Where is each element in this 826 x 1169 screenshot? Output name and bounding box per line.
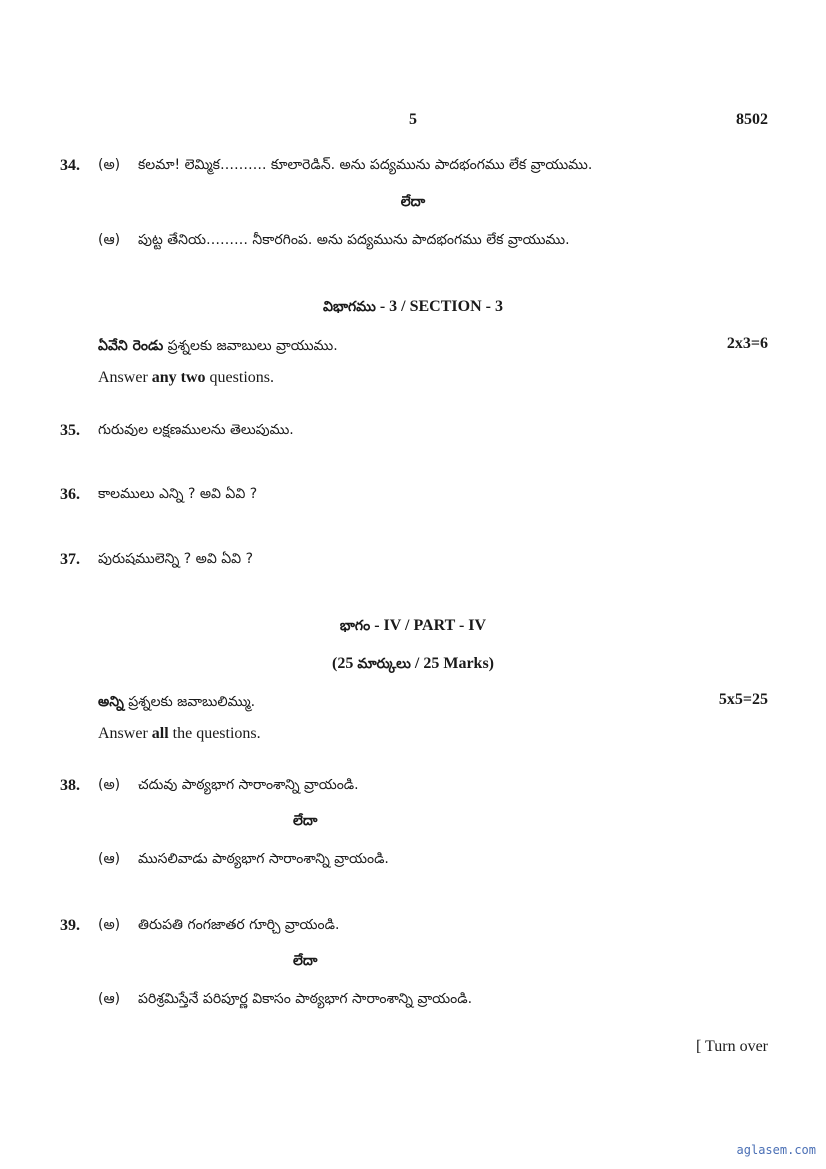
paper-code: 8502	[736, 111, 768, 128]
part-marks-heading: (25 మార్కులు / 25 Marks)	[331, 655, 494, 672]
question-number: 38.	[60, 777, 80, 794]
or-separator: లేదా	[293, 953, 318, 969]
or-separator: లేదా	[400, 194, 426, 210]
question-text: కలమా! లెమ్మిక………. కూలారెడిన్. అను పద్యమును పాదభంగము లేక వ్రాయుము.	[138, 157, 593, 173]
option-marker: (అ)	[98, 157, 121, 173]
option-marker: (ఆ)	[98, 851, 121, 867]
or-separator: లేదా	[293, 813, 318, 829]
question-text: పుట్ట తేనియ……… నీకారగింప. అను పద్యమును పాదభంగము లేక వ్రాయుము.	[138, 232, 570, 248]
part-marks: 5x5=25	[718, 691, 768, 708]
question-number: 37.	[60, 551, 80, 568]
question-text: కాలములు ఎన్ని ? అవి ఏవి ?	[98, 486, 258, 502]
question-text: చదువు పాఠ్యభాగ సారాంశాన్ని వ్రాయండి.	[138, 777, 359, 793]
option-marker: (అ)	[98, 917, 121, 933]
watermark: aglasem.com	[736, 1143, 816, 1157]
option-marker: (ఆ)	[98, 991, 121, 1007]
option-marker: (అ)	[98, 777, 121, 793]
section-instruction-te: ఏవేని రెండు ప్రశ్నలకు జవాబులు వ్రాయుము.	[98, 338, 338, 354]
question-text: గురువుల లక్షణములను తెలుపుము.	[98, 422, 294, 438]
option-marker: (ఆ)	[98, 232, 121, 248]
part-instruction-te: అన్ని ప్రశ్నలకు జవాబులిమ్ము.	[98, 694, 256, 710]
question-text: పురుషములెన్ని ? అవి ఏవి ?	[98, 551, 254, 567]
section-heading: విభాగము - 3 / SECTION - 3	[323, 298, 503, 315]
part-heading: భాగం - IV / PART - IV	[339, 617, 487, 634]
page-number: 5	[409, 111, 417, 128]
question-number: 34.	[60, 157, 80, 174]
section-instruction-en: Answer any two questions.	[98, 369, 274, 386]
question-text: తిరుపతి గంగజాతర గూర్చి వ్రాయండి.	[138, 917, 340, 933]
question-number: 36.	[60, 486, 80, 503]
section-marks: 2x3=6	[726, 335, 768, 352]
part-instruction-en: Answer all the questions.	[98, 725, 261, 742]
question-number: 35.	[60, 422, 80, 439]
question-text: ముసలివాడు పాఠ్యభాగ సారాంశాన్ని వ్రాయండి.	[138, 851, 389, 867]
question-text: పరిశ్రమిస్తేనే పరిపూర్ణ వికాసం పాఠ్యభాగ సారాంశాన్ని వ్రాయండి.	[138, 991, 473, 1007]
question-number: 39.	[60, 917, 80, 934]
turn-over-note: [ Turn over	[695, 1038, 768, 1055]
